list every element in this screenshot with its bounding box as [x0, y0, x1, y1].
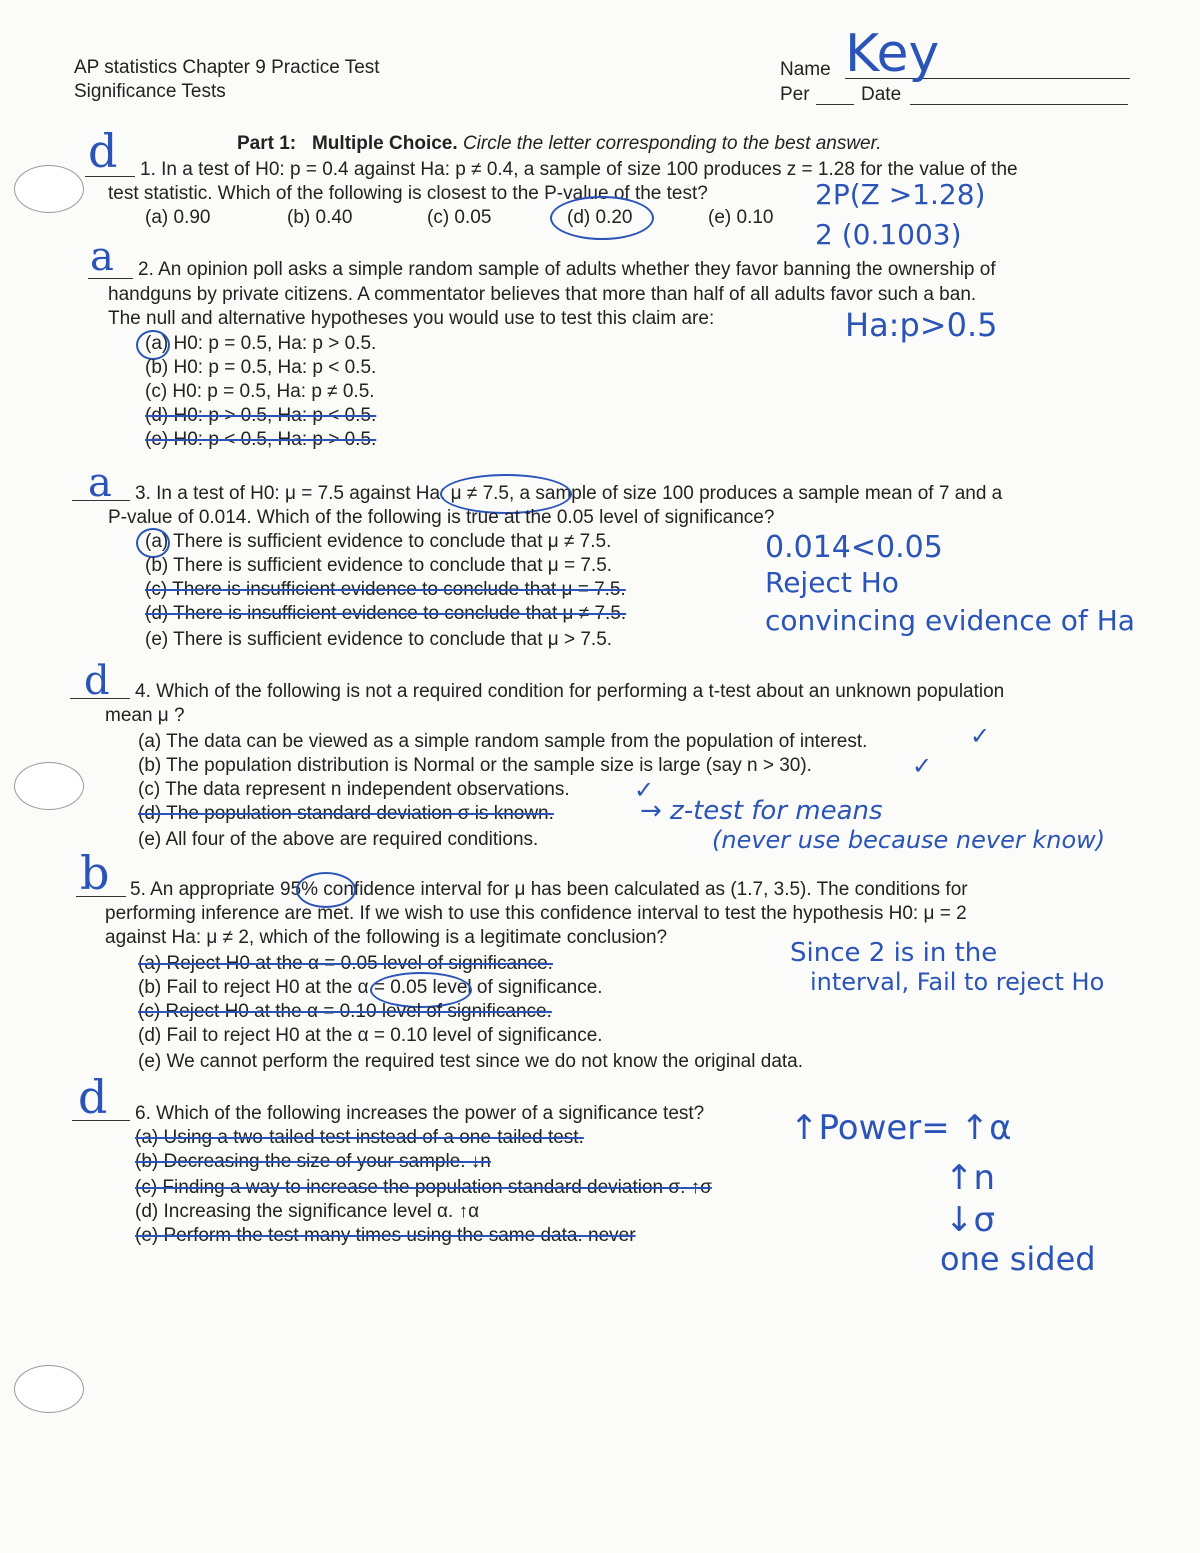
- q3-text-1: 3. In a test of H0: μ = 7.5 against Ha: μ ≠ 7.5, a sample of size 100 produces a sample mean of 7 and a: [135, 483, 1003, 504]
- q4-check-c: ✓: [634, 777, 655, 804]
- q6-option-c[interactable]: (c) Finding a way to increase the population standard deviation σ. ↑σ: [135, 1177, 712, 1198]
- answer-1: d: [88, 124, 118, 178]
- q3-text-2: P-value of 0.014. Which of the following is true at the 0.05 level of significance?: [108, 507, 775, 528]
- part1-instruction: Circle the letter corresponding to the best answer.: [462, 133, 882, 154]
- answer-blank-4[interactable]: [70, 698, 130, 699]
- answer-4: d: [84, 658, 110, 704]
- q1-option-a[interactable]: (a) 0.90: [145, 207, 211, 228]
- q2-option-d[interactable]: (d) H0: p > 0.5, Ha: p < 0.5.: [145, 405, 377, 426]
- answer-blank-1[interactable]: [85, 176, 135, 177]
- q4-option-e[interactable]: (e) All four of the above are required conditions.: [138, 829, 539, 850]
- q3-option-d[interactable]: (d) There is insufficient evidence to conclude that μ ≠ 7.5.: [145, 603, 627, 624]
- q5-option-e[interactable]: (e) We cannot perform the required test since we do not know the original data.: [138, 1051, 804, 1072]
- q2-option-c[interactable]: (c) H0: p = 0.5, Ha: p ≠ 0.5.: [145, 381, 375, 402]
- q6-note-n: ↑n: [945, 1158, 996, 1198]
- name-label: Name: [780, 59, 831, 80]
- answer-blank-3[interactable]: [72, 500, 130, 501]
- q2-text-1: 2. An opinion poll asks a simple random sample of adults whether they favor banning the ownership of: [138, 259, 996, 280]
- q1-option-b[interactable]: (b) 0.40: [287, 207, 353, 228]
- q1-text-1: 1. In a test of H0: p = 0.4 against Ha: p ≠ 0.4, a sample of size 100 produces z = 1.28 for the value of the: [140, 159, 1018, 180]
- q1-note-1: 2P(Z >1.28): [815, 178, 986, 211]
- q1-circle-d: [550, 196, 654, 240]
- q3-option-e[interactable]: (e) There is sufficient evidence to conclude that μ > 7.5.: [145, 629, 613, 650]
- q4-text-1: 4. Which of the following is not a required condition for performing a t-test about an unknown population: [135, 681, 1005, 702]
- q3-note-2: Reject Ho: [765, 566, 899, 599]
- q1-option-d[interactable]: (d) 0.20: [567, 207, 633, 228]
- binder-hole-bottom: [14, 1365, 84, 1413]
- answer-blank-2[interactable]: [88, 278, 133, 279]
- q6-note-sigma: ↓σ: [945, 1200, 996, 1240]
- q4-option-d[interactable]: (d) The population standard deviation σ is known.: [138, 803, 554, 824]
- q2-text-3: The null and alternative hypotheses you would use to test this claim are:: [108, 308, 715, 329]
- q5-option-d[interactable]: (d) Fail to reject H0 at the α = 0.10 level of significance.: [138, 1025, 603, 1046]
- part1-title: Multiple Choice.: [311, 133, 458, 154]
- page-title: AP statistics Chapter 9 Practice Test: [74, 57, 380, 78]
- q5-text-1: 5. An appropriate 95% confidence interval for μ has been calculated as (1.7, 3.5). The conditions for: [130, 879, 968, 900]
- q6-note-power: ↑Power= ↑α: [790, 1108, 1012, 1148]
- part1-label: Part 1:: [237, 133, 297, 154]
- q6-option-a[interactable]: (a) Using a two-tailed test instead of a one-tailed test.: [135, 1127, 584, 1148]
- q1-note-2: 2 (0.1003): [815, 218, 962, 251]
- q1-option-c[interactable]: (c) 0.05: [427, 207, 492, 228]
- q4-note-1: → z-test for means: [640, 796, 883, 826]
- q3-note-3: convincing evidence of Ha: [765, 604, 1135, 637]
- q5-option-b[interactable]: (b) Fail to reject H0 at the α = 0.05 level of significance.: [138, 977, 603, 998]
- binder-hole-middle: [14, 762, 84, 810]
- q4-check-b: ✓: [912, 753, 933, 780]
- q3-note-1: 0.014<0.05: [765, 530, 943, 565]
- q2-option-e[interactable]: (e) H0: p < 0.5, Ha: p > 0.5.: [145, 429, 377, 450]
- answer-2: a: [90, 234, 114, 280]
- q6-option-e[interactable]: (e) Perform the test many times using the same data. never: [135, 1225, 636, 1246]
- answer-6: d: [78, 1070, 108, 1124]
- q3-option-a[interactable]: (a) There is sufficient evidence to conclude that μ ≠ 7.5.: [145, 531, 612, 552]
- answer-5: b: [80, 846, 110, 900]
- q4-option-a[interactable]: (a) The data can be viewed as a simple random sample from the population of interest.: [138, 731, 868, 752]
- q6-option-b[interactable]: (b) Decreasing the size of your sample. ↓n: [135, 1151, 491, 1172]
- q2-text-2: handguns by private citizens. A commentator believes that more than half of all adults favor such a ban.: [108, 284, 977, 305]
- q4-note-2: (never use because never know): [712, 826, 1106, 854]
- q5-option-c[interactable]: (c) Reject H0 at the α = 0.10 level of significance.: [138, 1001, 552, 1022]
- q6-text-1: 6. Which of the following increases the power of a significance test?: [135, 1103, 705, 1124]
- q5-note-2: interval, Fail to reject Ho: [810, 968, 1105, 996]
- q2-option-b[interactable]: (b) H0: p = 0.5, Ha: p < 0.5.: [145, 357, 377, 378]
- q2-option-a[interactable]: (a) H0: p = 0.5, Ha: p > 0.5.: [145, 333, 377, 354]
- page-subtitle: Significance Tests: [74, 81, 226, 102]
- answer-blank-6[interactable]: [72, 1120, 130, 1121]
- answer-blank-5[interactable]: [76, 896, 126, 897]
- per-field[interactable]: [816, 104, 854, 105]
- name-value: Key: [845, 24, 940, 84]
- q6-note-one-sided: one sided: [940, 1240, 1096, 1278]
- q4-check-a: ✓: [970, 723, 991, 750]
- q4-option-c[interactable]: (c) The data represent n independent observations.: [138, 779, 570, 800]
- q6-option-d[interactable]: (d) Increasing the significance level α. ↑α: [135, 1201, 480, 1222]
- q1-text-2: test statistic. Which of the following is closest to the P-value of the test?: [108, 183, 708, 204]
- q2-note-1: Ha:p>0.5: [845, 306, 998, 344]
- q5-note-1: Since 2 is in the: [790, 938, 998, 968]
- date-field[interactable]: [910, 104, 1128, 105]
- q5-text-3: against Ha: μ ≠ 2, which of the following is a legitimate conclusion?: [105, 927, 668, 948]
- per-label: Per: [780, 84, 810, 105]
- part1-heading: [237, 132, 882, 156]
- q1-option-e[interactable]: (e) 0.10: [708, 207, 774, 228]
- q3-option-c[interactable]: (c) There is insufficient evidence to conclude that μ = 7.5.: [145, 579, 626, 600]
- binder-hole-top: [14, 165, 84, 213]
- q4-option-b[interactable]: (b) The population distribution is Normal or the sample size is large (say n > 30).: [138, 755, 812, 776]
- answer-3: a: [88, 460, 112, 506]
- q5-option-a[interactable]: (a) Reject H0 at the α = 0.05 level of significance.: [138, 953, 553, 974]
- date-label: Date: [861, 84, 902, 105]
- q3-option-b[interactable]: (b) There is sufficient evidence to conclude that μ = 7.5.: [145, 555, 613, 576]
- q4-text-2: mean μ ?: [105, 705, 185, 726]
- q5-text-2: performing inference are met. If we wish to use this confidence interval to test the hypothesis H0: μ = 2: [105, 903, 967, 924]
